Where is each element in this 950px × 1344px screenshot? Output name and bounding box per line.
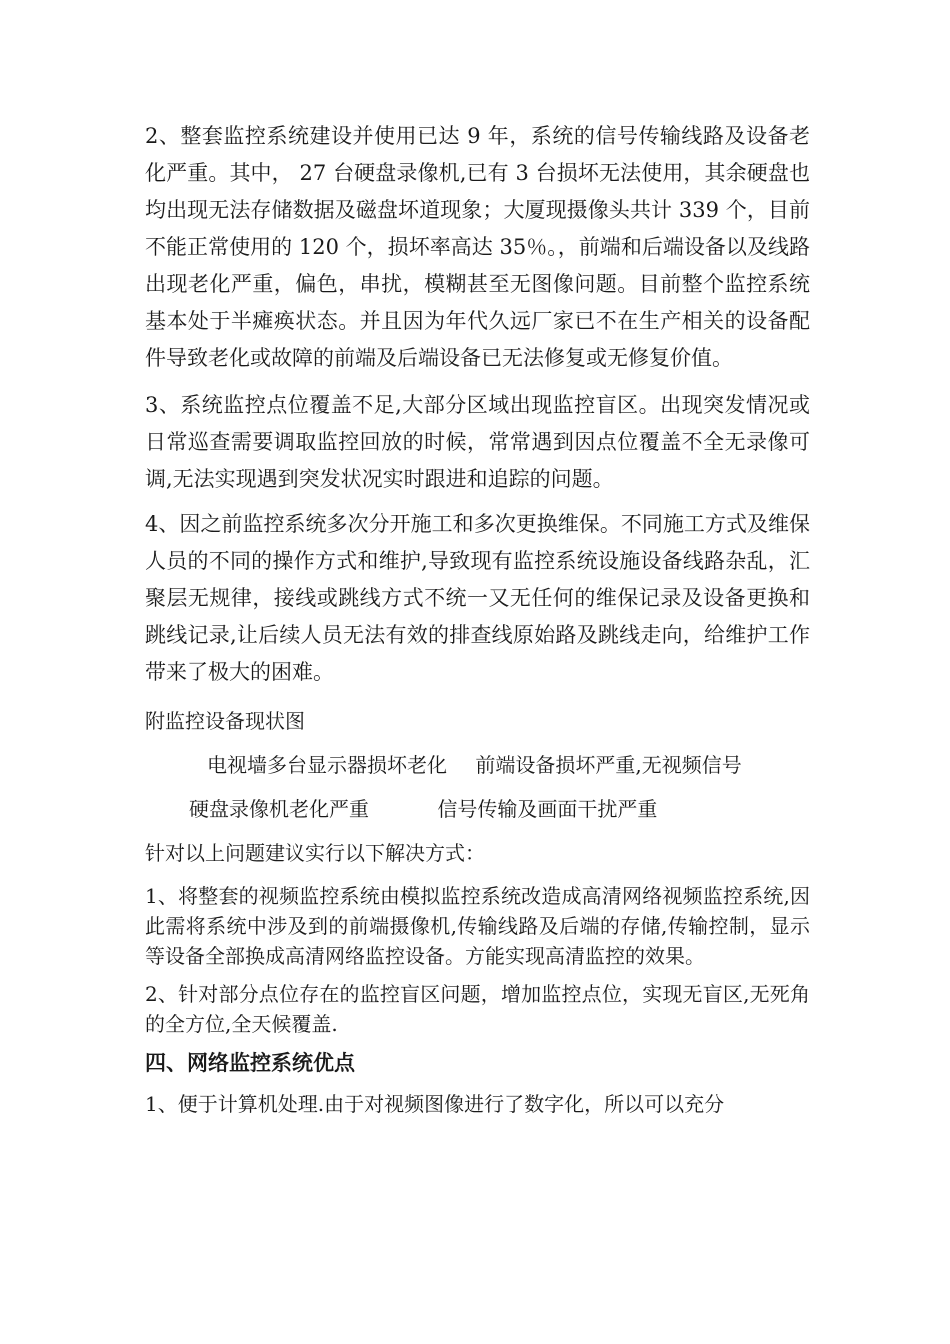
figures-title: 附监控设备现状图 <box>145 709 305 733</box>
solutions-intro: 针对以上问题建议实行以下解决方式： <box>145 841 485 865</box>
section-heading-advantages: 四、网络监控系统优点 <box>145 1050 355 1075</box>
figure-caption-frontend: 前端设备损坏严重,无视频信号 <box>475 753 742 777</box>
paragraph-equipment-aging: 2、整套监控系统建设并使用已达 9 年，系统的信号传输线路及设备老化严重。其中， 27 台硬盘录像机,已有 3 台损坏无法使用，其余硬盘也均出现无法存储数据及磁盘坏道现象；大厦现摄像头共计 339 个，目前不能正常使用的 120 个，损坏率高达 35％。，前端和后端设备以及线路出现老化严重，偏色，串扰，模糊甚至无图像问题。目前整个监控系统基本处于半瘫痪状态。并且因为年代久远厂家已不在生产相关的设备配件导致老化或故障的前端及后端设备已无法修复或无修复价值。 <box>145 124 810 370</box>
figure-caption-dvr: 硬盘录像机老化严重 <box>189 797 369 821</box>
paragraph-coverage-gaps: 3、系统监控点位覆盖不足,大部分区域出现监控盲区。出现突发情况或日常巡查需要调取监控回放的时候，常常遇到因点位覆盖不全无录像可调,无法实现遇到突发状况实时跟进和追踪的问题。 <box>145 393 810 491</box>
solution-hd-upgrade: 1、将整套的视频监控系统由模拟监控系统改造成高清网络视频监控系统,因此需将系统中涉及到的前端摄像机,传输线路及后端的存储,传输控制，显示等设备全部换成高清网络监控设备。方能实现高清监控的效果。 <box>145 884 810 968</box>
figure-caption-row-1 <box>145 743 810 787</box>
figure-caption-row-2 <box>145 787 810 831</box>
paragraph-advantage-1: 1、便于计算机处理.由于对视频图像进行了数字化，所以可以充分 <box>145 1092 725 1116</box>
figure-caption-signal: 信号传输及画面干扰严重 <box>437 797 658 821</box>
figure-caption-tv-wall: 电视墙多台显示器损坏老化 <box>207 753 447 777</box>
solution-add-points: 2、针对部分点位存在的监控盲区问题，增加监控点位，实现无盲区,无死角的全方位,全天候覆盖. <box>145 982 810 1036</box>
paragraph-wiring-chaos: 4、因之前监控系统多次分开施工和多次更换维保。不同施工方式及维保人员的不同的操作方式和维护,导致现有监控系统设施设备线路杂乱，汇聚层无规律，接线或跳线方式不统一又无任何的维保记录及设备更换和跳线记录,让后续人员无法有效的排查线原始路及跳线走向，给维护工作带来了极大的困难。 <box>145 512 810 684</box>
document-page <box>145 118 810 1127</box>
